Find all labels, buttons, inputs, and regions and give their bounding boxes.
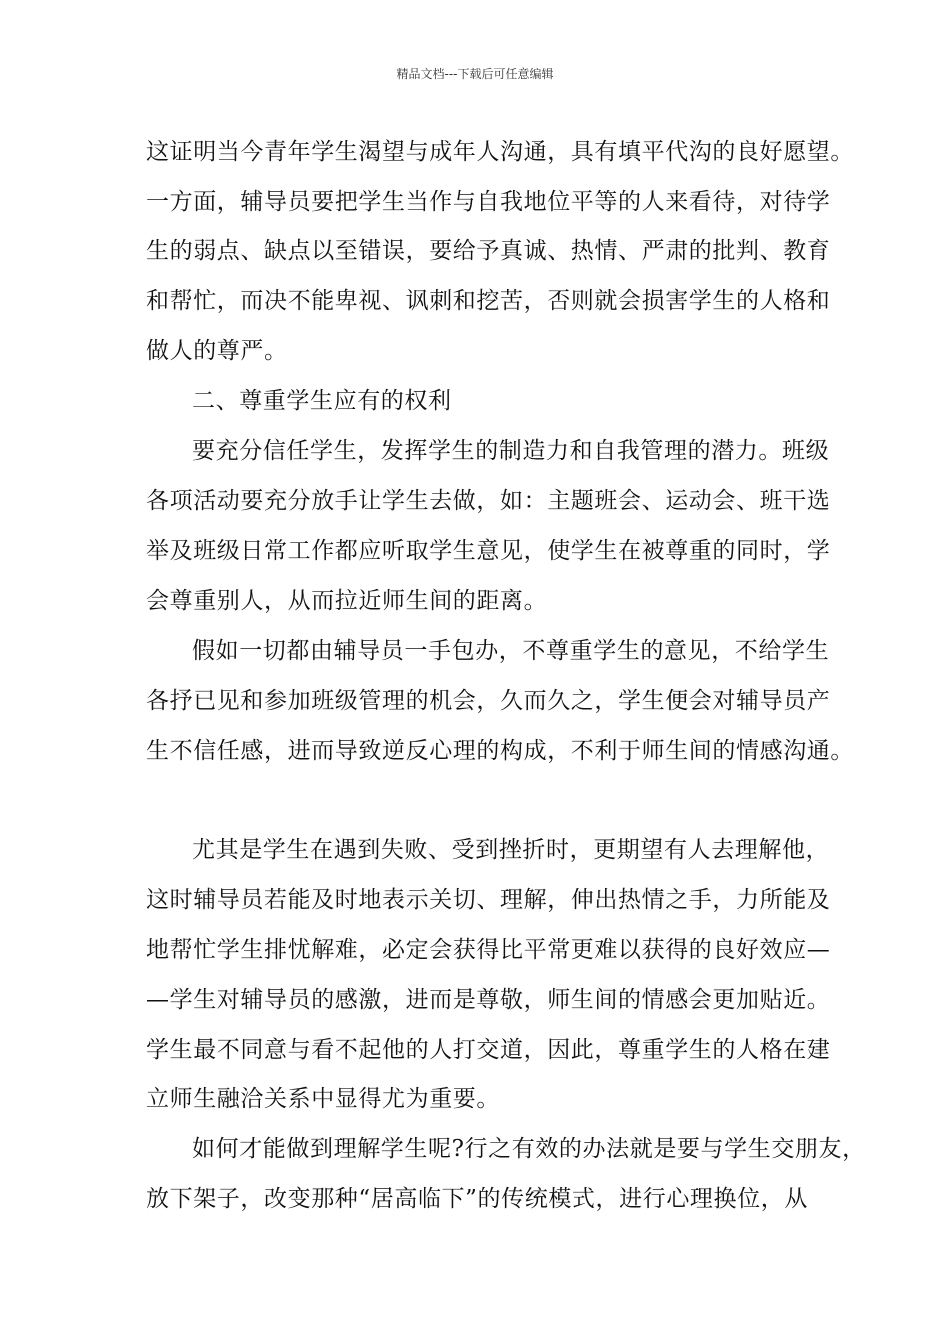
text-line: 学生最不同意与看不起他的人打交道，因此，尊重学生的人格在建 <box>146 1037 831 1063</box>
text-line: 地帮忙学生排忧解难，必定会获得比平常更难以获得的良好效应— <box>146 937 831 963</box>
text-line: 尤其是学生在遇到失败、受到挫折时，更期望有人去理解他， <box>192 837 830 863</box>
text-line: 各抒已见和参加班级管理的机会，久而久之，学生便会对辅导员产 <box>146 688 831 714</box>
text-line: 立师生融洽关系中显得尤为重要。 <box>146 1086 500 1112</box>
text-line: 这证明当今青年学生渴望与成年人沟通，具有填平代沟的良好愿望。 <box>146 139 854 165</box>
text-line: 如何才能做到理解学生呢?行之有效的办法就是要与学生交朋友， <box>192 1136 866 1162</box>
text-line: 各项活动要充分放手让学生去做，如：主题班会、运动会、班干选 <box>146 488 831 514</box>
text-line: 这时辅导员若能及时地表示关切、理解，伸出热情之手，力所能及 <box>146 887 831 913</box>
text-line: 举及班级日常工作都应听取学生意见，使学生在被尊重的同时，学 <box>146 538 831 564</box>
section-heading: 二、尊重学生应有的权利 <box>192 388 452 414</box>
text-line: 做人的尊严。 <box>146 338 288 364</box>
text-line: 一方面，辅导员要把学生当作与自我地位平等的人来看待，对待学 <box>146 189 831 215</box>
text-line: 假如一切都由辅导员一手包办，不尊重学生的意见，不给学生 <box>192 638 830 664</box>
text-line: 会尊重别人，从而拉近师生间的距离。 <box>146 588 548 614</box>
page-header: 精品文档---下载后可任意编辑 <box>396 67 554 81</box>
text-line: 和帮忙，而决不能卑视、讽刺和挖苦，否则就会损害学生的人格和 <box>146 288 831 314</box>
text-line: 要充分信任学生，发挥学生的制造力和自我管理的潜力。班级 <box>192 438 830 464</box>
text-line: 生不信任感，进而导致逆反心理的构成，不利于师生间的情感沟通。 <box>146 738 854 764</box>
text-line: —学生对辅导员的感激，进而是尊敬，师生间的情感会更加贴近。 <box>146 987 831 1013</box>
text-line: 生的弱点、缺点以至错误，要给予真诚、热情、严肃的批判、教育 <box>146 238 831 264</box>
text-line: 放下架子，改变那种“居高临下”的传统模式，进行心理换位，从 <box>146 1186 808 1212</box>
